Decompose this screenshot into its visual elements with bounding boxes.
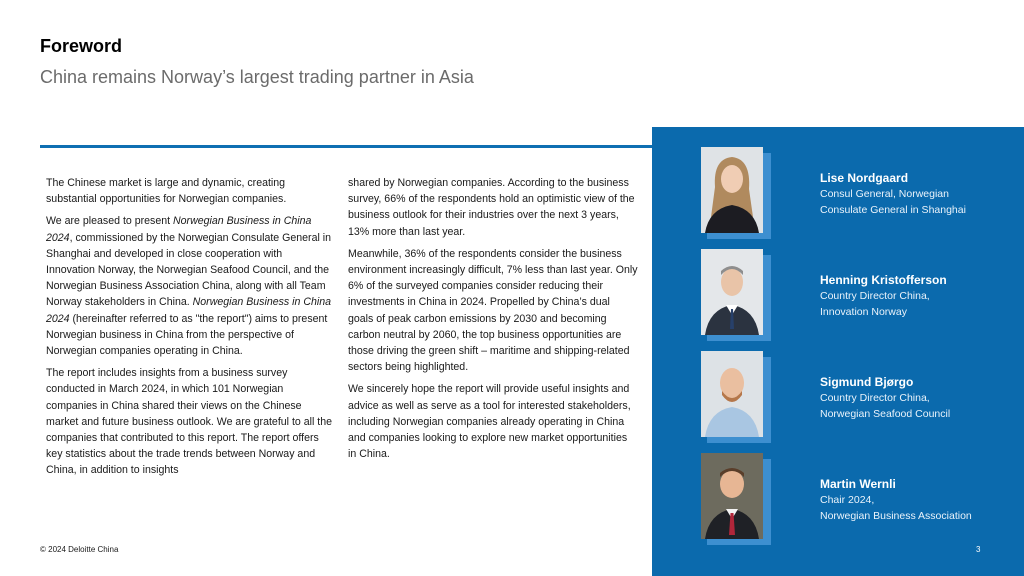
text-run: (hereinafter referred to as "the report") aims to present Norwegian business in China from the perspective of Norwegian companies operating in China.: [46, 312, 328, 358]
text-run: , commissioned by the Norwegian Consulate General in Shanghai and developed in close cooperation with Innovation Norway, the Norwegian Seafood Council, and the Norwegian Business Association China, along with all Team Norway stakeholders in China.: [46, 231, 332, 309]
page-title: Foreword: [40, 36, 123, 56]
text-column-left: [46, 175, 332, 485]
person-name: Martin Wernli: [820, 477, 896, 491]
person-role: Innovation Norway: [820, 306, 907, 318]
person-role: Consulate General in Shanghai: [820, 204, 966, 216]
portrait-photo: [701, 147, 763, 233]
paragraph: We sincerely hope the report will provide useful insights and advice as well as serve as a tool for interested stakeholders, including Norwegian companies already operating in China and companies looking to explore new market opportunities in China.: [348, 383, 631, 461]
person-name: Lise Nordgaard: [820, 171, 909, 185]
portrait-martin-wernli: [701, 453, 771, 545]
copyright-footer: © 2024 Deloitte China: [40, 545, 119, 554]
person-card: [820, 272, 1020, 320]
person-card: [820, 476, 1020, 524]
report-title-italic: Norwegian Business in China 2024: [46, 215, 312, 244]
person-card: [820, 170, 1020, 218]
person-name: Henning Kristofferson: [820, 273, 947, 287]
person-role: Norwegian Business Association: [820, 510, 972, 522]
person-role: Chair 2024,: [820, 494, 875, 506]
report-title-italic: Norwegian Business in China 2024: [46, 296, 332, 325]
portrait-sigmund-bjorgo: [701, 351, 771, 443]
paragraph: The Chinese market is large and dynamic, creating substantial opportunities for Norwegian companies.: [46, 177, 287, 206]
portrait-henning-kristofferson: [701, 249, 771, 341]
paragraph: The report includes insights from a business survey conducted in March 2024, in which 101 Norwegian companies in China shared their views on the Chinese market and future business outlook. We are grateful to all the companies that contributed to this report. The report offers key statistics about the trade trends between Norway and China, in addition to insights: [46, 367, 332, 477]
person-role: Norwegian Seafood Council: [820, 408, 951, 420]
paragraph: shared by Norwegian companies. According to the business survey, 66% of the respondents hold an optimistic view of the business outlook for their industries over the next 3 years, 13% more than last year.: [348, 177, 635, 238]
paragraph: Meanwhile, 36% of the respondents consider the business environment increasingly difficult, 7% less than last year. Only 6% of the surveyed companies consider reducing their investments in China in 2024. Propelled by China’s dual goals of peak carbon emissions by 2030 and becoming carbon neutral by 2060, the top business opportunities are those driving the green shift – maritime and shipping-related sectors being highlighted.: [348, 247, 638, 374]
text-column-right: [348, 175, 638, 468]
divider-rule: [40, 145, 652, 148]
portrait-photo: [701, 249, 763, 335]
text-run: We are pleased to present: [46, 215, 174, 228]
page-number: 3: [976, 545, 981, 554]
page-subtitle: China remains Norway’s largest trading partner in Asia: [40, 67, 474, 87]
person-name: Sigmund Bjørgo: [820, 375, 914, 389]
person-role: Country Director China,: [820, 290, 930, 302]
person-role: Country Director China,: [820, 392, 930, 404]
portrait-photo: [701, 453, 763, 539]
portrait-lise-nordgaard: [701, 147, 771, 239]
portrait-photo: [701, 351, 763, 437]
person-card: [820, 374, 1020, 422]
paragraph: [46, 213, 332, 359]
person-role: Consul General, Norwegian: [820, 188, 949, 200]
